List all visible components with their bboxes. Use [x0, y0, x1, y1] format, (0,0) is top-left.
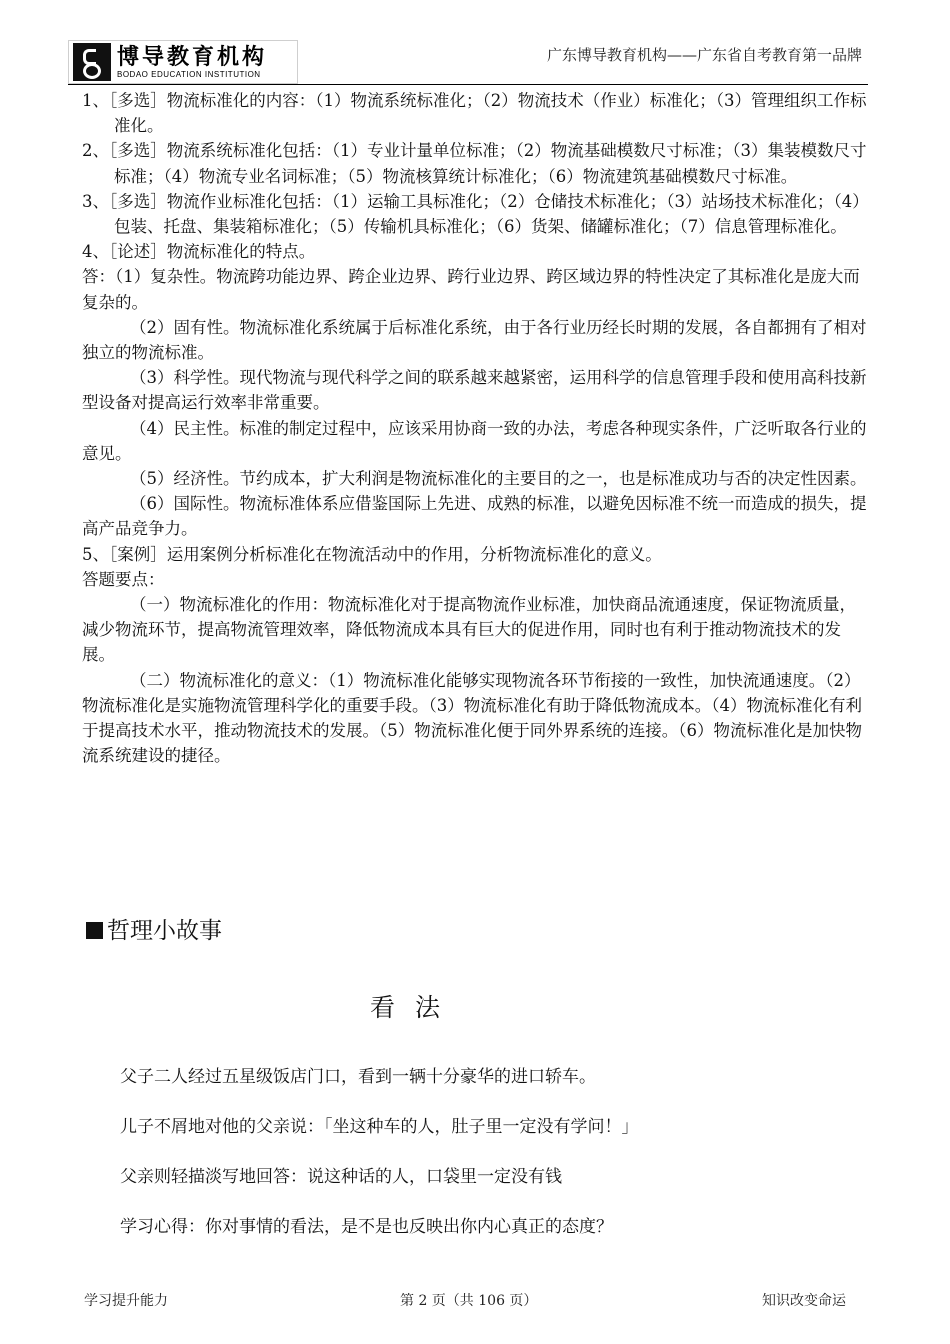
- page-number: 第 2 页（共 106 页）: [400, 1293, 538, 1309]
- question-1: 1、［多选］物流标准化的内容：（1）物流系统标准化；（2）物流技术（作业）标准化；（3）管理组织工作标准化。: [82, 91, 867, 136]
- answer-4-line-3: （3）科学性。现代物流与现代科学之间的联系越来越紧密，运用科学的信息管理手段和使用高科技新型设备对提高运行效率非常重要。: [82, 368, 867, 413]
- question-2: 2、［多选］物流系统标准化包括：（1）专业计量单位标准；（2）物流基础模数尺寸标准；（3）集装模数尺寸标准；（4）物流专业名词标准；（5）物流核算统计标准化；（6）物流建筑基础模数尺寸标准。: [82, 141, 867, 186]
- answer-5-line-1: （一）物流标准化的作用：物流标准化对于提高物流作业标准，加快商品流通速度，保证物流质量，减少物流环节，提高物流管理效率，降低物流成本具有巨大的促进作用，同时也有利于推动物流技术的发展。: [82, 595, 856, 665]
- question-4: 4、［论述］物流标准化的特点。: [82, 242, 316, 262]
- footer-left: 学习提升能力: [84, 1293, 168, 1309]
- story-title: 看法: [369, 993, 460, 1022]
- story-line-2: 儿子不屑地对他的父亲说：「坐这种车的人，肚子里一定没有学问！」: [120, 1117, 639, 1137]
- logo: [68, 40, 298, 84]
- answer-4-line-5: （5）经济性。节约成本，扩大利润是物流标准化的主要目的之一，也是标准成功与否的决定性因素。: [130, 469, 867, 489]
- logo-b-icon: [73, 43, 111, 81]
- story-line-4: 学习心得：你对事情的看法，是不是也反映出你内心真正的态度？: [120, 1217, 613, 1237]
- story-line-3: 父亲则轻描淡写地回答：说这种话的人，口袋里一定没有钱: [120, 1167, 562, 1187]
- answer-4-line-1: 答：（1）复杂性。物流跨功能边界、跨企业边界、跨行业边界、跨区域边界的特性决定了其标准化是庞大而复杂的。: [82, 267, 860, 312]
- section-title: [86, 912, 222, 945]
- footer-right: 知识改变命运: [762, 1293, 846, 1309]
- header-rule: [68, 84, 868, 85]
- answer-4-line-2: （2）固有性。物流标准化系统属于后标准化系统，由于各行业历经长时期的发展，各自都拥有了相对独立的物流标准。: [82, 317, 867, 363]
- question-5: 5、［案例］运用案例分析标准化在物流活动中的作用，分析物流标准化的意义。: [82, 544, 662, 564]
- story-line-1: 父子二人经过五星级饭店门口，看到一辆十分豪华的进口轿车。: [120, 1067, 596, 1087]
- logo-en: BODAO EDUCATION INSTITUTION: [117, 69, 261, 79]
- question-3: 3、［多选］物流作业标准化包括：（1）运输工具标准化；（2）仓储技术标准化；（3）站场技术标准化；（4）包装、托盘、集装箱标准化；（5）传输机具标准化；（6）货架、储罐标准化；（7）信息管理标准化。: [82, 191, 869, 237]
- header-tagline: 广东博导教育机构——广东省自考教育第一品牌: [546, 46, 862, 64]
- logo-text: [117, 46, 267, 79]
- answer-5-label: 答题要点：: [82, 569, 165, 589]
- answer-5-line-2: （二）物流标准化的意义：（1）物流标准化能够实现物流各环节衔接的一致性，加快流通速度。（2）物流标准化是实施物流管理科学化的重要手段。（3）物流标准化有助于降低物流成本。（4）物流标准化有利于提高技术水平，推动物流技术的发展。（5）物流标准化便于同外界系统的连接。（6）物流标准化是加快物流系统建设的捷径。: [82, 670, 862, 766]
- answer-4-line-6: （6）国际性。物流标准体系应借鉴国际上先进、成熟的标准，以避免因标准不统一而造成的损失，提高产品竞争力。: [82, 494, 867, 539]
- logo-cn: 博导教育机构: [117, 44, 268, 70]
- answer-4-line-4: （4）民主性。标准的制定过程中，应该采用协商一致的办法，考虑各种现实条件，广泛听取各行业的意见。: [82, 418, 867, 463]
- black-square-icon: [86, 922, 103, 939]
- main-content: [82, 88, 872, 768]
- section-title-text: 哲理小故事: [107, 918, 222, 944]
